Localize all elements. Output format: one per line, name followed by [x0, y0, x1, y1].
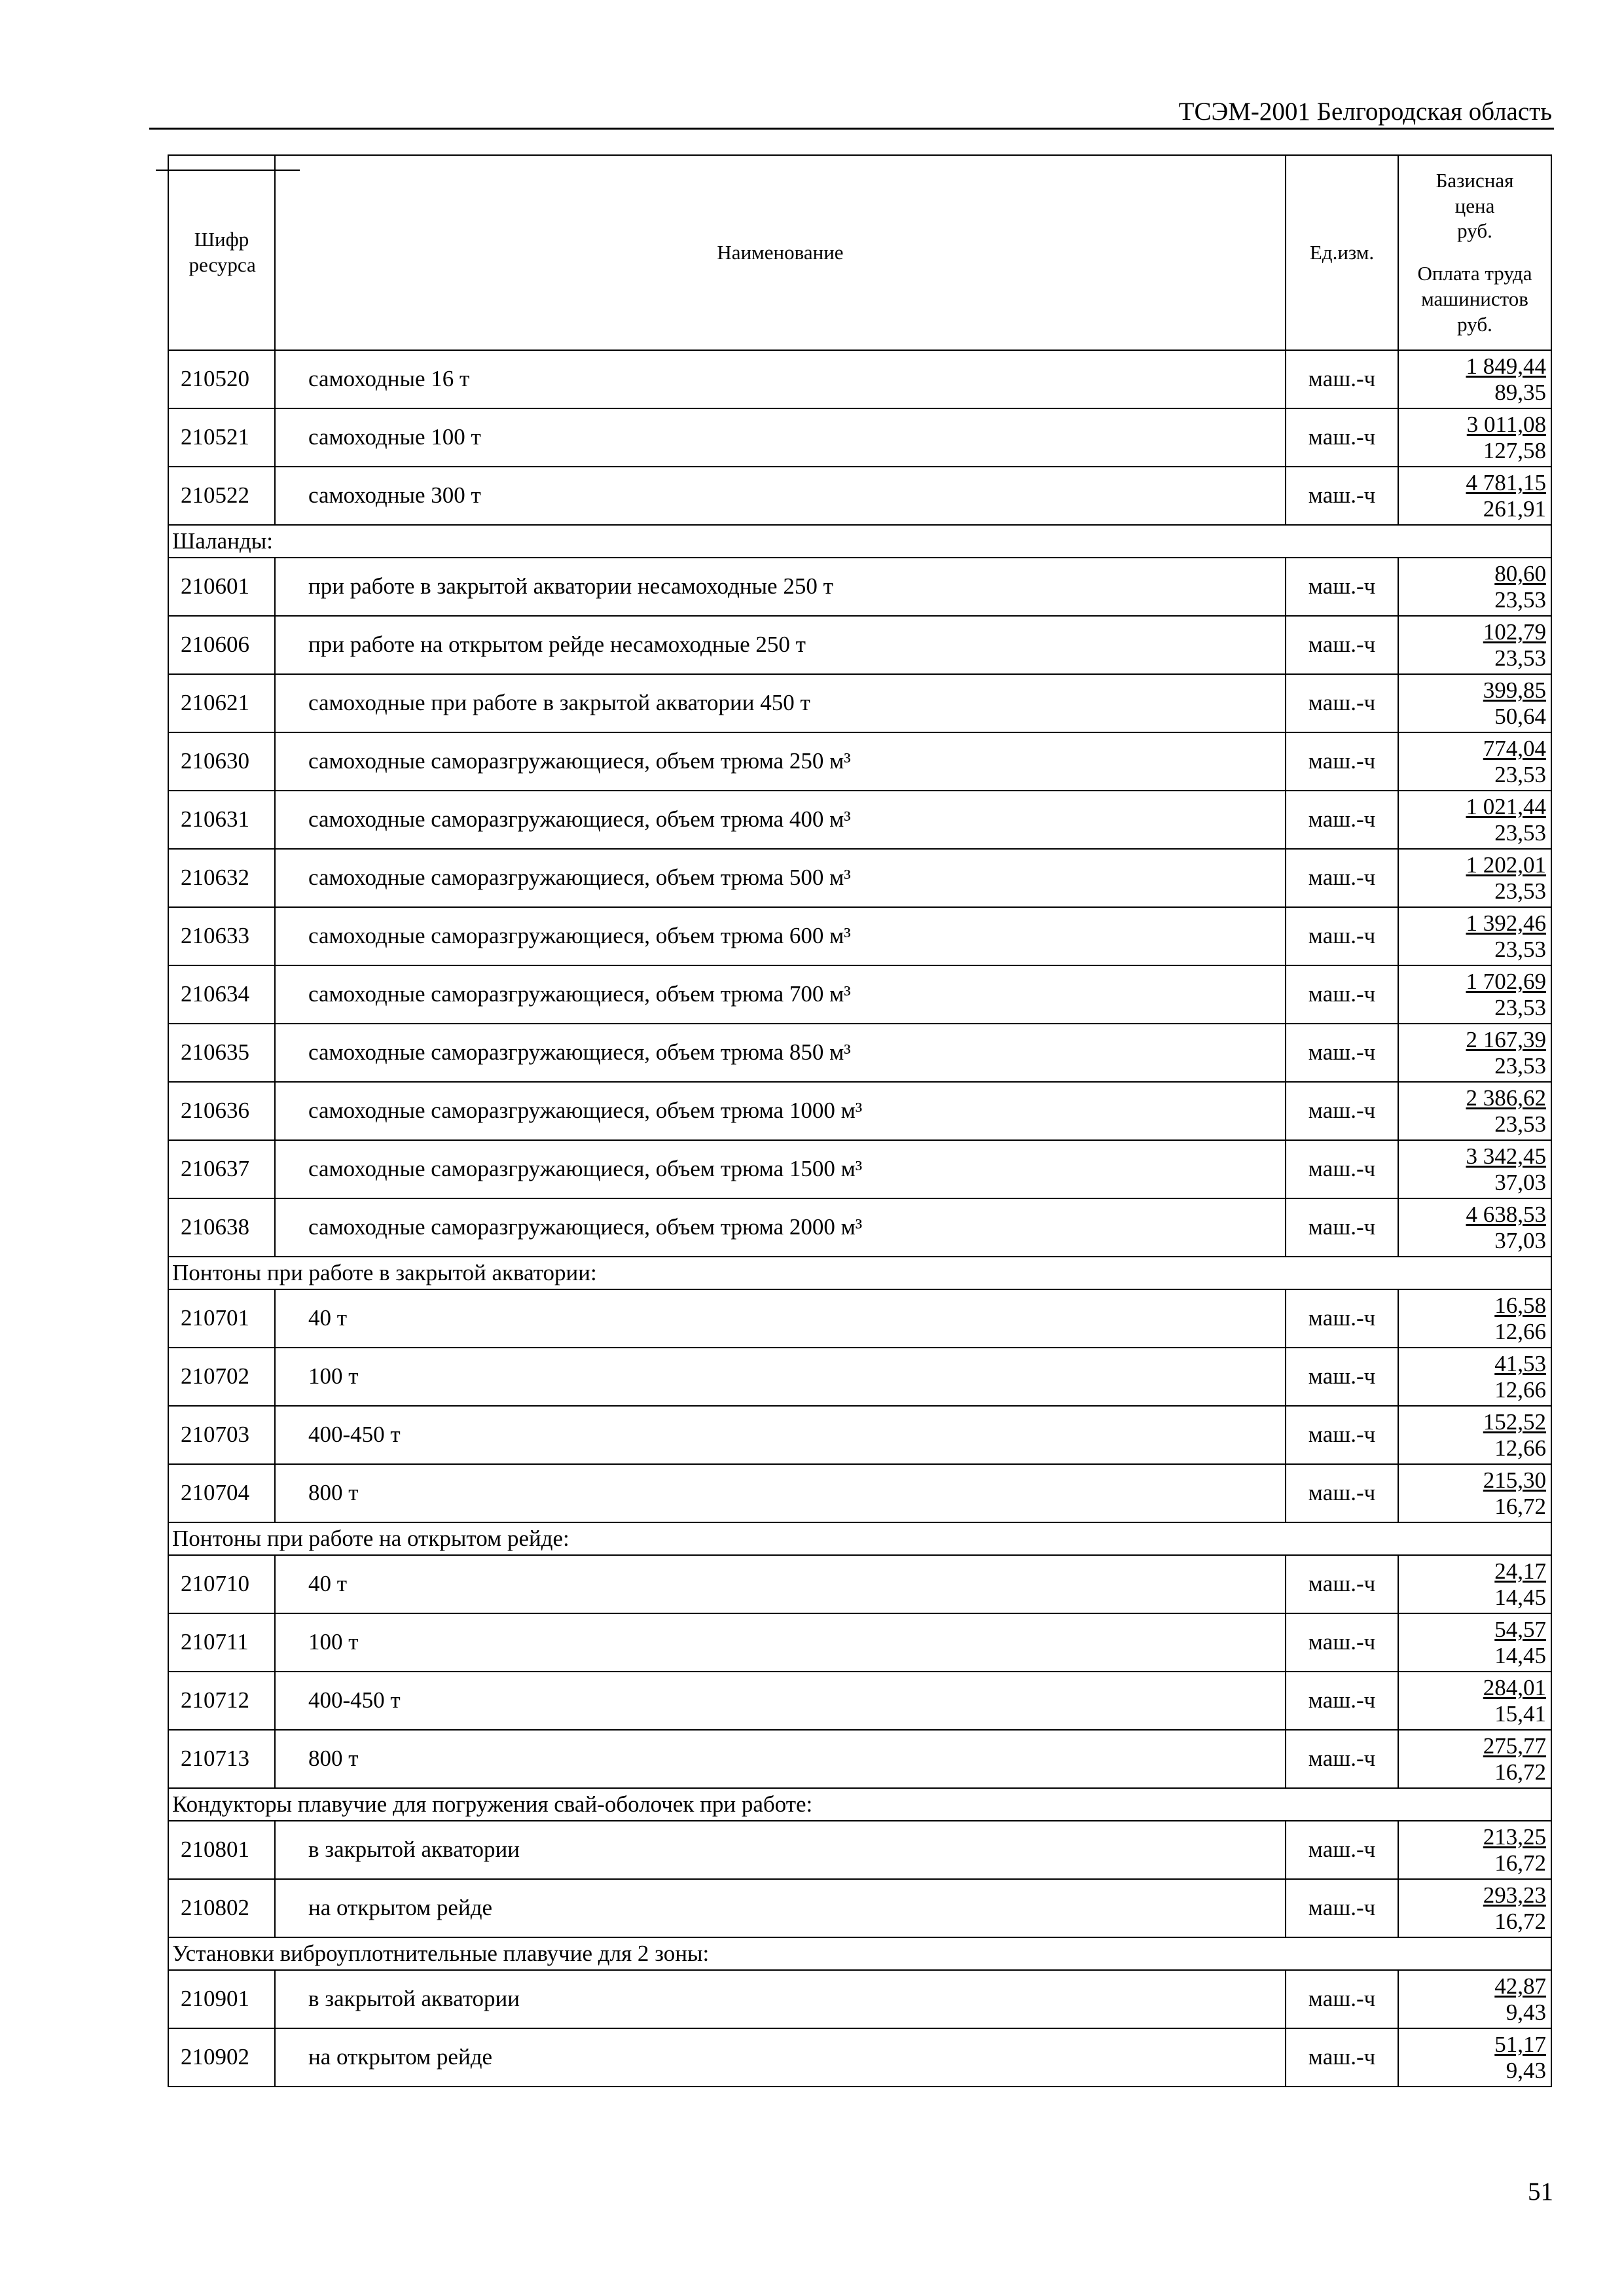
resource-code: 210703 [168, 1406, 275, 1464]
resource-code: 210802 [168, 1879, 275, 1937]
resource-price-cell [1398, 1879, 1551, 1937]
resource-price-cell [1398, 1140, 1551, 1198]
base-price: 4 781,15 [1466, 470, 1546, 496]
resource-unit: маш.-ч [1286, 1024, 1398, 1082]
resource-unit: маш.-ч [1286, 1879, 1398, 1937]
table-row [168, 467, 1551, 525]
table-row [168, 2028, 1551, 2087]
operator-wage: 23,53 [1494, 936, 1546, 962]
resource-name: самоходные саморазгружающиеся, объем трюма 600 м³ [275, 907, 1286, 965]
operator-wage: 16,72 [1494, 1850, 1546, 1876]
operator-wage: 23,53 [1494, 1052, 1546, 1079]
resource-code: 210710 [168, 1555, 275, 1613]
operator-wage: 50,64 [1494, 703, 1546, 729]
operator-wage: 23,53 [1494, 1111, 1546, 1137]
price-stack [1466, 910, 1547, 961]
price-stack [1494, 1351, 1546, 1402]
base-price: 1 849,44 [1466, 353, 1546, 380]
resource-code: 210521 [168, 408, 275, 467]
operator-wage: 23,53 [1494, 819, 1546, 846]
resource-code: 210701 [168, 1289, 275, 1348]
table-row [168, 674, 1551, 732]
resource-unit: маш.-ч [1286, 1082, 1398, 1140]
price-stack [1494, 2032, 1546, 2083]
resource-name: в закрытой акватории [275, 1821, 1286, 1879]
resource-code: 210601 [168, 558, 275, 616]
resource-name: при работе на открытом рейде несамоходные 250 т [275, 616, 1286, 674]
resource-code: 210636 [168, 1082, 275, 1140]
table-row [168, 1672, 1551, 1730]
operator-wage: 12,66 [1494, 1435, 1546, 1461]
resource-code: 210901 [168, 1970, 275, 2028]
resource-unit: маш.-ч [1286, 1140, 1398, 1198]
resource-code: 210638 [168, 1198, 275, 1257]
resource-price-cell [1398, 1730, 1551, 1788]
resource-name: самоходные при работе в закрытой акватории 450 т [275, 674, 1286, 732]
operator-wage: 37,03 [1494, 1169, 1546, 1195]
table-row [168, 1970, 1551, 2028]
table-row [168, 1821, 1551, 1879]
resource-price-cell [1398, 1672, 1551, 1730]
base-price: 1 392,46 [1466, 910, 1546, 937]
base-price: 3 342,45 [1466, 1143, 1546, 1170]
table-row [168, 732, 1551, 791]
header-rule [149, 128, 1554, 130]
resource-name: 800 т [275, 1730, 1286, 1788]
price-stack [1466, 794, 1547, 845]
base-price: 399,85 [1483, 677, 1546, 704]
resource-code: 210713 [168, 1730, 275, 1788]
column-header-name: Наименование [275, 155, 1286, 350]
table-row [168, 1406, 1551, 1464]
resource-price-cell [1398, 1406, 1551, 1464]
resource-price-cell [1398, 907, 1551, 965]
price-stack [1483, 1467, 1546, 1518]
group-label: Понтоны при работе в закрытой акватории: [168, 1257, 1551, 1289]
operator-wage: 23,53 [1494, 994, 1546, 1020]
resource-unit: маш.-ч [1286, 1970, 1398, 2028]
table-row [168, 408, 1551, 467]
resource-name: на открытом рейде [275, 2028, 1286, 2087]
resource-name: самоходные 300 т [275, 467, 1286, 525]
resource-unit: маш.-ч [1286, 1464, 1398, 1522]
resource-unit: маш.-ч [1286, 1821, 1398, 1879]
resource-name: самоходные саморазгружающиеся, объем трюма 1000 м³ [275, 1082, 1286, 1140]
resource-code: 210702 [168, 1348, 275, 1406]
group-label: Установки виброуплотнительные плавучие для 2 зоны: [168, 1937, 1551, 1970]
resource-table [168, 154, 1552, 2087]
price-stack [1483, 1675, 1546, 1726]
table-row [168, 1555, 1551, 1613]
resource-name: в закрытой акватории [275, 1970, 1286, 2028]
resource-unit: маш.-ч [1286, 2028, 1398, 2087]
resource-name: 40 т [275, 1555, 1286, 1613]
base-price: 284,01 [1483, 1675, 1546, 1701]
table-row [168, 616, 1551, 674]
resource-price-cell [1398, 1970, 1551, 2028]
resource-code: 210801 [168, 1821, 275, 1879]
price-stack [1466, 1085, 1547, 1136]
table-group-row [168, 1522, 1551, 1555]
column-header-unit: Ед.изм. [1286, 155, 1398, 350]
table-row [168, 791, 1551, 849]
resource-code: 210621 [168, 674, 275, 732]
resource-code: 210711 [168, 1613, 275, 1672]
table-group-row [168, 525, 1551, 558]
resource-unit: маш.-ч [1286, 791, 1398, 849]
resource-price-cell [1398, 1555, 1551, 1613]
resource-price-cell [1398, 616, 1551, 674]
resource-price-cell [1398, 732, 1551, 791]
table-row [168, 1198, 1551, 1257]
base-price: 54,57 [1494, 1617, 1546, 1643]
price-header-line1: Базисная [1435, 168, 1514, 192]
resource-price-cell [1398, 1464, 1551, 1522]
operator-wage: 14,45 [1494, 1642, 1546, 1668]
base-price: 1 021,44 [1466, 794, 1546, 820]
operator-wage: 9,43 [1506, 1999, 1546, 2025]
resource-unit: маш.-ч [1286, 558, 1398, 616]
base-price: 215,30 [1483, 1467, 1546, 1494]
column-header-code [168, 155, 275, 350]
price-stack [1466, 1143, 1547, 1194]
table-row [168, 907, 1551, 965]
price-stack [1494, 1617, 1546, 1668]
resource-name: самоходные саморазгружающиеся, объем трюма 700 м³ [275, 965, 1286, 1024]
resource-name: самоходные саморазгружающиеся, объем трюма 400 м³ [275, 791, 1286, 849]
table-row [168, 1082, 1551, 1140]
base-price: 1 702,69 [1466, 969, 1546, 995]
resource-name: 100 т [275, 1348, 1286, 1406]
resource-name: 800 т [275, 1464, 1286, 1522]
table-row [168, 1289, 1551, 1348]
resource-code: 210606 [168, 616, 275, 674]
table-header-row [168, 155, 1551, 350]
base-price: 51,17 [1494, 2032, 1546, 2058]
base-price: 80,60 [1494, 561, 1546, 587]
operator-wage: 127,58 [1483, 437, 1546, 463]
wage-header-line2: машинистов [1421, 287, 1528, 310]
resource-name: самоходные 16 т [275, 350, 1286, 408]
column-header-code-label: Шифр ресурса [189, 228, 256, 276]
resource-code: 210630 [168, 732, 275, 791]
resource-unit: маш.-ч [1286, 1555, 1398, 1613]
table-row [168, 350, 1551, 408]
operator-wage: 37,03 [1494, 1227, 1546, 1253]
resource-name: самоходные саморазгружающиеся, объем трюма 850 м³ [275, 1024, 1286, 1082]
resource-unit: маш.-ч [1286, 1613, 1398, 1672]
resource-price-cell [1398, 791, 1551, 849]
operator-wage: 9,43 [1506, 2057, 1546, 2083]
price-header-line3: руб. [1457, 219, 1492, 243]
operator-wage: 16,72 [1494, 1493, 1546, 1519]
resource-price-cell [1398, 1082, 1551, 1140]
table-row [168, 1140, 1551, 1198]
operator-wage: 23,53 [1494, 586, 1546, 613]
resource-unit: маш.-ч [1286, 408, 1398, 467]
resource-unit: маш.-ч [1286, 1406, 1398, 1464]
base-price: 275,77 [1483, 1733, 1546, 1759]
resource-unit: маш.-ч [1286, 467, 1398, 525]
price-stack [1483, 1824, 1546, 1875]
operator-wage: 23,53 [1494, 878, 1546, 904]
operator-wage: 16,72 [1494, 1908, 1546, 1934]
base-price: 24,17 [1494, 1558, 1546, 1585]
resource-name: при работе в закрытой акватории несамоходные 250 т [275, 558, 1286, 616]
base-price: 4 638,53 [1466, 1202, 1546, 1228]
base-price: 102,79 [1483, 619, 1546, 645]
resource-price-cell [1398, 350, 1551, 408]
resource-unit: маш.-ч [1286, 732, 1398, 791]
resource-price-cell [1398, 558, 1551, 616]
price-stack [1466, 1202, 1547, 1253]
price-header-line2: цена [1454, 194, 1495, 217]
table-group-row [168, 1788, 1551, 1821]
resource-code: 210704 [168, 1464, 275, 1522]
base-price: 3 011,08 [1466, 412, 1546, 438]
price-stack [1483, 1409, 1546, 1460]
price-stack [1466, 852, 1547, 903]
resource-price-cell [1398, 1348, 1551, 1406]
resource-name: 40 т [275, 1289, 1286, 1348]
resource-code: 210520 [168, 350, 275, 408]
resource-code: 210637 [168, 1140, 275, 1198]
base-price: 1 202,01 [1466, 852, 1546, 878]
base-price: 16,58 [1494, 1293, 1546, 1319]
resource-code: 210522 [168, 467, 275, 525]
resource-unit: маш.-ч [1286, 1198, 1398, 1257]
table-row [168, 1024, 1551, 1082]
table-row [168, 849, 1551, 907]
resource-name: 400-450 т [275, 1672, 1286, 1730]
resource-price-cell [1398, 674, 1551, 732]
resource-unit: маш.-ч [1286, 965, 1398, 1024]
resource-name: 100 т [275, 1613, 1286, 1672]
operator-wage: 15,41 [1494, 1700, 1546, 1727]
price-stack [1483, 619, 1546, 670]
resource-unit: маш.-ч [1286, 1289, 1398, 1348]
operator-wage: 23,53 [1494, 645, 1546, 671]
table-row [168, 1613, 1551, 1672]
resource-code: 210902 [168, 2028, 275, 2087]
group-label: Шаланды: [168, 525, 1551, 558]
column-header-price [1398, 155, 1551, 350]
base-price: 213,25 [1483, 1824, 1546, 1850]
resource-unit: маш.-ч [1286, 674, 1398, 732]
resource-price-cell [1398, 1821, 1551, 1879]
price-stack [1466, 470, 1547, 521]
resource-name: самоходные саморазгружающиеся, объем трюма 2000 м³ [275, 1198, 1286, 1257]
base-price: 774,04 [1483, 736, 1546, 762]
price-stack [1494, 1973, 1546, 2024]
resource-code: 210631 [168, 791, 275, 849]
resource-unit: маш.-ч [1286, 907, 1398, 965]
base-price: 41,53 [1494, 1351, 1546, 1377]
operator-wage: 261,91 [1483, 495, 1546, 522]
wage-header-line3: руб. [1457, 312, 1492, 336]
resource-name: самоходные 100 т [275, 408, 1286, 467]
group-label: Понтоны при работе на открытом рейде: [168, 1522, 1551, 1555]
table-row [168, 1464, 1551, 1522]
resource-unit: маш.-ч [1286, 616, 1398, 674]
table-row [168, 1879, 1551, 1937]
base-price: 42,87 [1494, 1973, 1546, 2000]
price-stack [1466, 969, 1547, 1020]
resource-unit: маш.-ч [1286, 1730, 1398, 1788]
resource-code: 210632 [168, 849, 275, 907]
resource-name: самоходные саморазгружающиеся, объем трюма 250 м³ [275, 732, 1286, 791]
resource-price-cell [1398, 1613, 1551, 1672]
base-price: 293,23 [1483, 1882, 1546, 1909]
resource-name: 400-450 т [275, 1406, 1286, 1464]
base-price: 152,52 [1483, 1409, 1546, 1435]
price-stack [1466, 353, 1547, 404]
price-stack [1494, 1558, 1546, 1609]
resource-price-cell [1398, 467, 1551, 525]
price-stack [1494, 1293, 1546, 1344]
price-stack [1467, 412, 1546, 463]
resource-code: 210635 [168, 1024, 275, 1082]
price-stack [1494, 561, 1546, 612]
price-stack [1483, 1733, 1546, 1784]
operator-wage: 89,35 [1494, 379, 1546, 405]
resource-code: 210633 [168, 907, 275, 965]
resource-name: самоходные саморазгружающиеся, объем трюма 500 м³ [275, 849, 1286, 907]
page-number: 51 [1528, 2178, 1553, 2206]
table-row [168, 1730, 1551, 1788]
resource-unit: маш.-ч [1286, 1672, 1398, 1730]
table-row [168, 558, 1551, 616]
operator-wage: 12,66 [1494, 1376, 1546, 1403]
resource-code: 210634 [168, 965, 275, 1024]
operator-wage: 12,66 [1494, 1318, 1546, 1344]
price-stack [1483, 677, 1546, 728]
base-price: 2 386,62 [1466, 1085, 1546, 1111]
resource-price-cell [1398, 408, 1551, 467]
resource-unit: маш.-ч [1286, 849, 1398, 907]
table-row [168, 965, 1551, 1024]
page-header-title: ТСЭМ-2001 Белгородская область [1178, 98, 1552, 126]
resource-unit: маш.-ч [1286, 350, 1398, 408]
operator-wage: 16,72 [1494, 1759, 1546, 1785]
group-label: Кондукторы плавучие для погружения свай-оболочек при работе: [168, 1788, 1551, 1821]
resource-code: 210712 [168, 1672, 275, 1730]
operator-wage: 14,45 [1494, 1584, 1546, 1610]
price-stack [1483, 736, 1546, 787]
resource-price-cell [1398, 849, 1551, 907]
resource-price-cell [1398, 2028, 1551, 2087]
price-stack [1466, 1027, 1547, 1078]
base-price: 2 167,39 [1466, 1027, 1546, 1053]
resource-unit: маш.-ч [1286, 1348, 1398, 1406]
table-group-row [168, 1257, 1551, 1289]
wage-header-line1: Оплата труда [1417, 262, 1532, 285]
resource-price-cell [1398, 1289, 1551, 1348]
resource-name: самоходные саморазгружающиеся, объем трюма 1500 м³ [275, 1140, 1286, 1198]
price-stack [1483, 1882, 1546, 1933]
resource-price-cell [1398, 1198, 1551, 1257]
table-row [168, 1348, 1551, 1406]
operator-wage: 23,53 [1494, 761, 1546, 787]
table-group-row [168, 1937, 1551, 1970]
resource-price-cell [1398, 965, 1551, 1024]
resource-price-cell [1398, 1024, 1551, 1082]
resource-name: на открытом рейде [275, 1879, 1286, 1937]
